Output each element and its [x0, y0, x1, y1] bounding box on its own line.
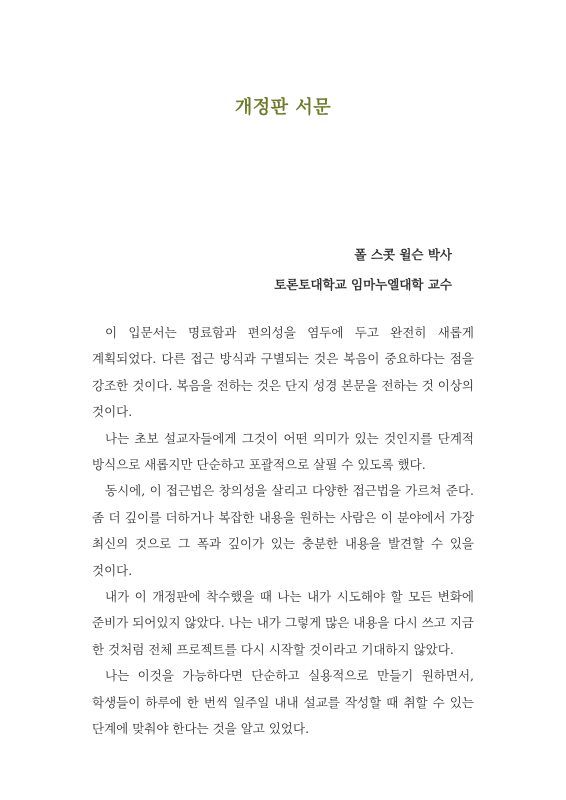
paragraph-4: 내가 이 개정판에 착수했을 때 나는 내가 시도해야 할 모든 변화에 준비가 되어있지 않았다. 나는 내가 그렇게 많은 내용을 다시 쓰고 지금 한 것처럼 전체 프로젝트를 다시 시작할 것이라고 기대하지 않았다.: [92, 589, 474, 657]
paragraph-1: 이 입문서는 명료함과 편의성을 염두에 두고 완전히 새롭게 계획되었다. 다른 접근 방식과 구별되는 것은 복음이 중요하다는 점을 강조한 것이다. 복음을 전하는 것은 단지 성경 본문을 전하는 것 이상의 것이다.: [92, 325, 474, 420]
paragraph-2: 나는 초보 설교자들에게 그것이 어떤 의미가 있는 것인지를 단계적 방식으로 새롭지만 단순하고 포괄적으로 살필 수 있도록 했다.: [92, 430, 474, 473]
body-text: [92, 320, 474, 743]
page-title: 개정판 서문: [234, 97, 332, 118]
paragraph-3: 동시에, 이 접근법은 창의성을 살리고 다양한 접근법을 가르쳐 준다. 좀 더 깊이를 더하거나 복잡한 내용을 원하는 사람은 이 분야에서 가장 최신의 것으로 그 폭과 깊이가 있는 충분한 내용을 발견할 수 있을 것이다.: [92, 483, 474, 578]
paragraph-5: 나는 이것을 가능하다면 단순하고 실용적으로 만들기 원하면서, 학생들이 하루에 한 번씩 일주일 내내 설교를 작성할 때 취할 수 있는 단계에 맞춰야 한다는 것을 알고 있었다.: [92, 668, 474, 737]
author-affiliation: 토론토대학교 임마누엘대학 교수: [274, 277, 452, 292]
author-name: 폴 스콧 윌슨 박사: [354, 247, 452, 262]
